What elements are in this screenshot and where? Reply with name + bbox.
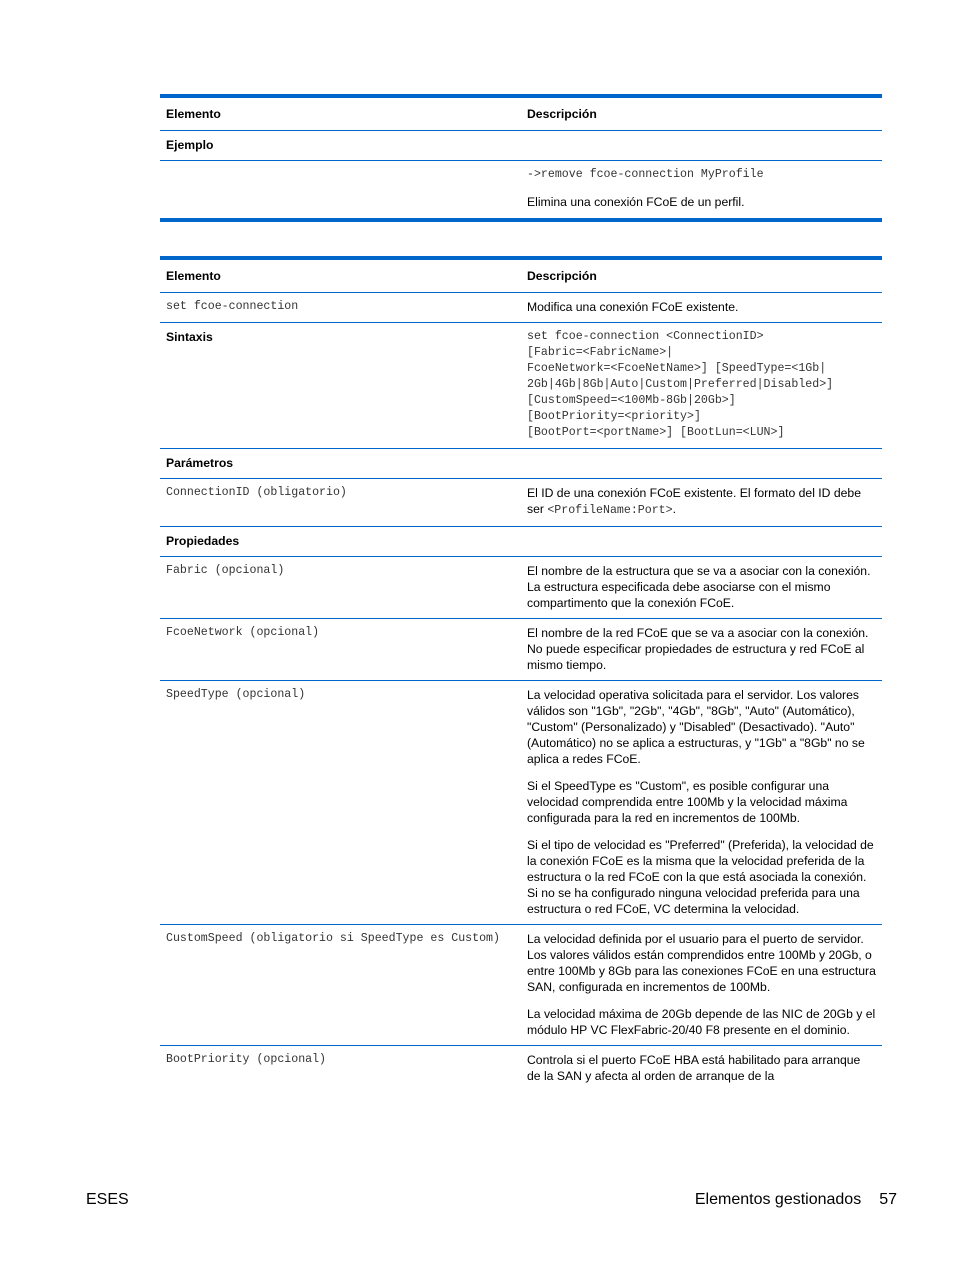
param-name: ConnectionID (obligatorio) (166, 486, 347, 499)
parameters-section-row (160, 449, 882, 479)
prop-row-bootpriority (160, 1046, 882, 1091)
prop-description: La velocidad operativa solicitada para el servidor. Los valores válidos son "1Gb", "2Gb", "4Gb", "8Gb", "Auto" (Automático), "Custom" (Personalizado) y "Disabled" (Desactivado). "Auto" (Automático) no se aplica a estructuras, y "1Gb" a "8Gb" no se aplica a redes FCoE. Si el SpeedType es "Custom", es posible configurar una velocidad comprendida entre 100Mb y la velocidad máxima configurada para la red en incrementos de 100Mb. Si el tipo de velocidad es "Preferred" (Preferida), la velocidad de la conexión FCoE es la misma que la velocidad preferida de la estructura o la red FCoE con la que está asociada la conexión. Si no se ha configurado ninguna velocidad preferida para una estructura o red FCoE, VC determina la velocidad. (527, 688, 874, 916)
prop-row-customspeed (160, 925, 882, 1046)
prop-description: La velocidad definida por el usuario para el puerto de servidor. Los valores válidos están comprendidos entre 100Mb y 20Gb, o entre 100Mb y 8Gb para las conexiones FCoE en una estructura SAN, configurada en incrementos de 100Mb. La velocidad máxima de 20Gb depende de las NIC de 20Gb y el módulo HP VC FlexFabric-20/40 F8 presente en el dominio. (527, 932, 876, 1037)
prop-row-fcoenetwork (160, 619, 882, 681)
syntax-code (521, 323, 882, 448)
header-element: Elemento (166, 107, 221, 121)
syntax-row (160, 323, 882, 449)
syntax-line: 2Gb|4Gb|8Gb|Auto|Custom|Preferred|Disabled>] (527, 378, 834, 391)
prop-row-speedtype (160, 681, 882, 925)
properties-label: Propiedades (166, 534, 240, 548)
prop-name: FcoeNetwork (opcional) (166, 626, 320, 639)
prop-name: Fabric (opcional) (166, 564, 285, 577)
header-description: Descripción (527, 107, 597, 121)
footer-language-code: ESES (86, 1191, 129, 1208)
section-example-label: Ejemplo (166, 138, 214, 152)
prop-name: BootPriority (opcional) (166, 1053, 327, 1066)
syntax-line: [CustomSpeed=<100Mb-8Gb|20Gb>] (527, 394, 736, 407)
syntax-line: [BootPriority=<priority>] (527, 410, 701, 423)
prop-description: El nombre de la estructura que se va a asociar con la conexión. La estructura especificada debe asociarse con el mismo compartimento que la conexión FCoE. (527, 564, 871, 610)
prop-name: CustomSpeed (obligatorio si SpeedType es Custom) (166, 932, 500, 945)
section-row (160, 131, 882, 161)
footer-section (695, 1191, 897, 1209)
table-header (160, 260, 882, 293)
syntax-line: [BootPort=<portName>] [BootLun=<LUN>] (527, 426, 785, 439)
prop-description: El nombre de la red FCoE que se va a asociar con la conexión. No puede especificar propiedades de estructura y red FCoE al mismo tiempo. (527, 626, 869, 672)
example-table (160, 94, 882, 222)
syntax-line: [Fabric=<FabricName>| (527, 346, 674, 359)
example-code: ->remove fcoe-connection MyProfile (527, 168, 764, 181)
syntax-line: set fcoe-connection <ConnectionID> (527, 330, 764, 343)
prop-row-fabric (160, 557, 882, 619)
command-row (160, 293, 882, 323)
footer-section-title: Elementos gestionados (694, 1191, 862, 1208)
example-description: Elimina una conexión FCoE de un perfil. (527, 195, 745, 209)
param-row-connectionid (160, 479, 882, 527)
header-element: Elemento (166, 269, 221, 283)
page-number: 57 (879, 1191, 897, 1208)
syntax-line: FcoeNetwork=<FcoeNetName>] [SpeedType=<1Gb| (527, 362, 827, 375)
param-description: El ID de una conexión FCoE existente. El formato del ID debe ser <ProfileName:Port>. (527, 486, 861, 517)
table-header (160, 98, 882, 131)
set-fcoe-connection-table (160, 256, 882, 1091)
header-description: Descripción (527, 269, 597, 283)
parameters-label: Parámetros (166, 456, 234, 470)
command-description: Modifica una conexión FCoE existente. (527, 300, 739, 314)
inline-code: <ProfileName:Port> (547, 504, 673, 517)
prop-description: Controla si el puerto FCoE HBA está habilitado para arranque de la SAN y afecta al orden de arranque de la (527, 1053, 861, 1083)
prop-name: SpeedType (opcional) (166, 688, 306, 701)
example-row (160, 161, 882, 218)
command-name: set fcoe-connection (166, 300, 299, 313)
syntax-label: Sintaxis (166, 330, 213, 344)
properties-section-row (160, 527, 882, 557)
